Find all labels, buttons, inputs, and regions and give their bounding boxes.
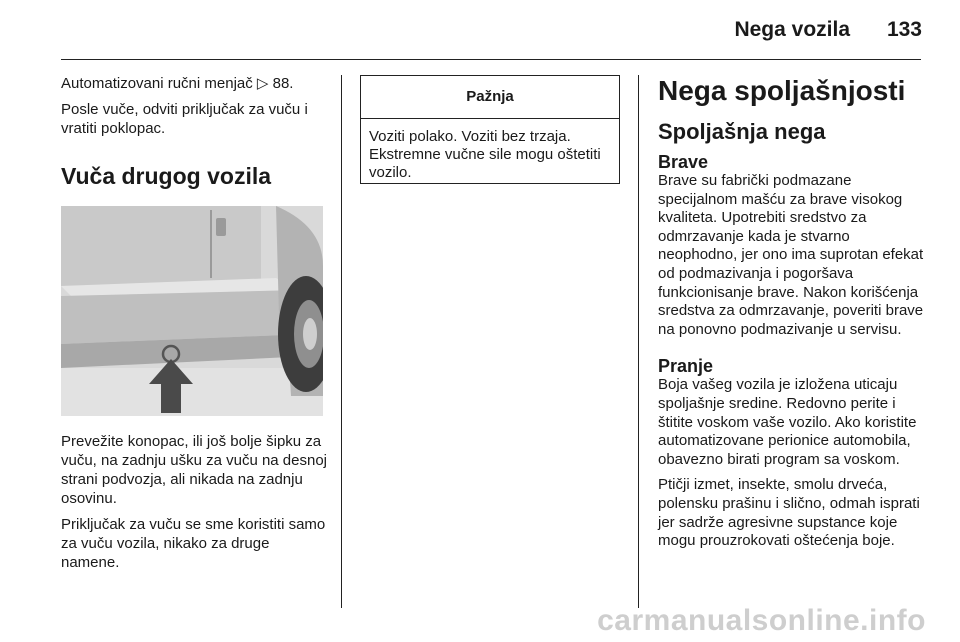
exterior-care-subtitle: Spoljašnja nega <box>658 119 826 144</box>
towing-section-title: Vuča drugog vozila <box>61 163 272 189</box>
column-divider-right <box>638 75 639 608</box>
watermark: carmanualsonline.info <box>597 604 926 637</box>
locks-heading: Brave <box>658 152 709 172</box>
caution-box <box>360 75 620 184</box>
bird-droppings-text: Ptičji izmet, insekte, smolu drveća, polensku prašinu i slično, odmah isprati jer sadrže agresivne supstance koje mogu prouzrokovati oštećenja boje. <box>658 476 920 550</box>
washing-heading: Pranje <box>658 356 714 377</box>
header-divider <box>61 59 921 60</box>
after-towing-instruction: Posle vuče, odviti priključak za vuču i vratiti poklopac. <box>61 101 308 137</box>
towing-eye-usage-note: Priključak za vuču se sme koristiti samo za vuču vozila, nikako za druge namene. <box>61 516 326 571</box>
caution-text: Voziti polako. Voziti bez trzaja. Ekstremne vučne sile mogu oštetiti vozilo. <box>369 128 601 181</box>
locks-text: Brave su fabrički podmazane specijalnom mašću za brave visokog kvaliteta. Upotrebiti sredstvo za odmrzavanje kada je stvarno neophodno, jer ono ima suprotan efekat od podmazivanja i pogoršava funkcionisanje brave. Nakon korišćenja sredstva za odmrzavanje, poveriti brave na ponovno podmazivanje u servisu. <box>658 172 924 338</box>
page-number: 133 <box>886 18 922 41</box>
right-column <box>658 74 928 558</box>
washing-text: Boja vašeg vozila je izložena uticaju spoljašnje sredine. Redovno perite i štitite voskom vaše vozilo. Ako koristite automatizovane perionice automobila, obavezno birati program sa voskom. <box>658 376 917 468</box>
transmission-reference: Automatizovani ručni menjač ▷ 88. <box>61 75 294 92</box>
column-divider-left <box>341 75 342 608</box>
running-header-title: Nega vozila <box>734 18 850 41</box>
left-column <box>61 74 327 579</box>
caution-title: Pažnja <box>361 76 619 119</box>
exterior-care-title: Nega spoljašnjosti <box>658 75 906 106</box>
towing-eye-illustration <box>61 206 323 416</box>
towing-rope-instruction: Prevežite konopac, ili još bolje šipku za vuču, na zadnju ušku za vuču na desnoj strani podvozja, ali nikada na zadnju osovinu. <box>61 433 328 507</box>
